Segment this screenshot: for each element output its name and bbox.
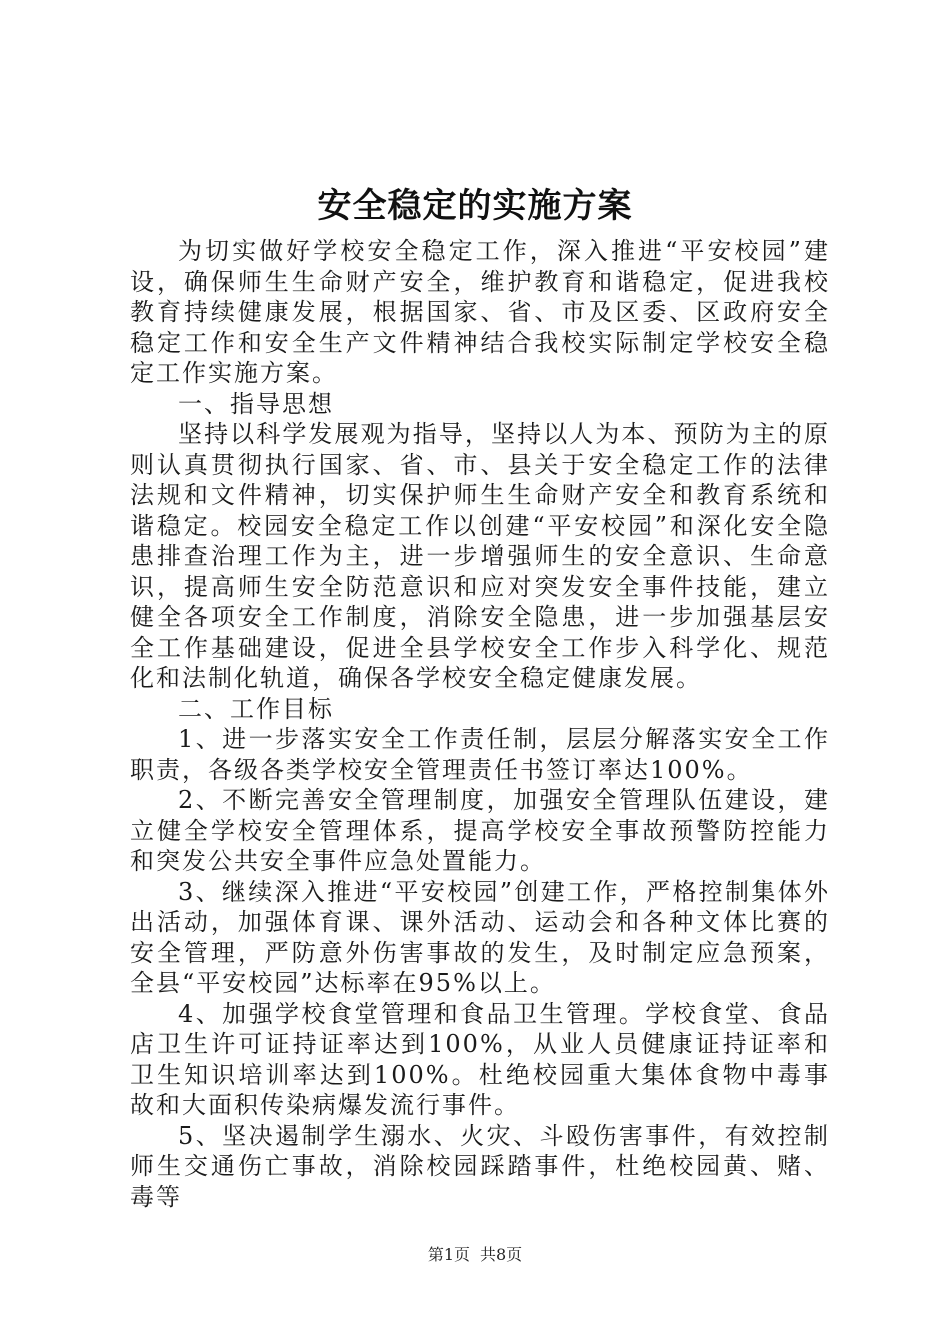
page-number: 第1页: [427, 1245, 470, 1264]
document-body: [130, 236, 830, 1212]
goal-item-2: 2、不断完善安全管理制度，加强安全管理队伍建设，建立健全学校安全管理体系，提高学校安全事故预警防控能力和突发公共安全事件应急处置能力。: [130, 786, 830, 875]
goal-item-1: 1、进一步落实安全工作责任制，层层分解落实安全工作职责，各级各类学校安全管理责任书签订率达100%。: [130, 725, 830, 784]
page-total: 共8页: [480, 1245, 523, 1264]
page-footer: [0, 1244, 950, 1266]
goal-item-5: 5、坚决遏制学生溺水、火灾、斗殴伤害事件，有效控制师生交通伤亡事故，消除校园踩踏事件，杜绝校园黄、赌、毒等: [130, 1121, 830, 1211]
goal-item-4: 4、加强学校食堂管理和食品卫生管理。学校食堂、食品店卫生许可证持证率达到100%，从业人员健康证持证率和卫生知识培训率达到100%。杜绝校园重大集体食物中毒事故和大面积传染病爆发流行事件。: [130, 999, 830, 1119]
section-heading-work-goals: 二、工作目标: [178, 694, 334, 723]
section-heading-guiding-ideology: 一、指导思想: [178, 389, 334, 418]
goal-item-3: 3、继续深入推进“平安校园”创建工作，严格控制集体外出活动，加强体育课、课外活动、运动会和各种文体比赛的安全管理，严防意外伤害事故的发生，及时制定应急预案，全县“平安校园”达标率在95%以上。: [130, 877, 830, 997]
intro-paragraph: 为切实做好学校安全稳定工作，深入推进“平安校园”建设，确保师生生命财产安全，维护教育和谐稳定，促进我校教育持续健康发展，根据国家、省、市及区委、区政府安全稳定工作和安全生产文件精神结合我校实际制定学校安全稳定工作实施方案。: [130, 237, 830, 387]
document-title: 安全稳定的实施方案: [317, 186, 633, 226]
guiding-ideology-paragraph: 坚持以科学发展观为指导，坚持以人为本、预防为主的原则认真贯彻执行国家、省、市、县关于安全稳定工作的法律法规和文件精神，切实保护师生生命财产安全和教育系统和谐稳定。校园安全稳定工作以创建“平安校园”和深化安全隐患排查治理工作为主，进一步增强师生的安全意识、生命意识，提高师生安全防范意识和应对突发安全事件技能，建立健全各项安全工作制度，消除安全隐患，进一步加强基层安全工作基础建设，促进全县学校安全工作步入科学化、规范化和法制化轨道，确保各学校安全稳定健康发展。: [130, 420, 830, 692]
